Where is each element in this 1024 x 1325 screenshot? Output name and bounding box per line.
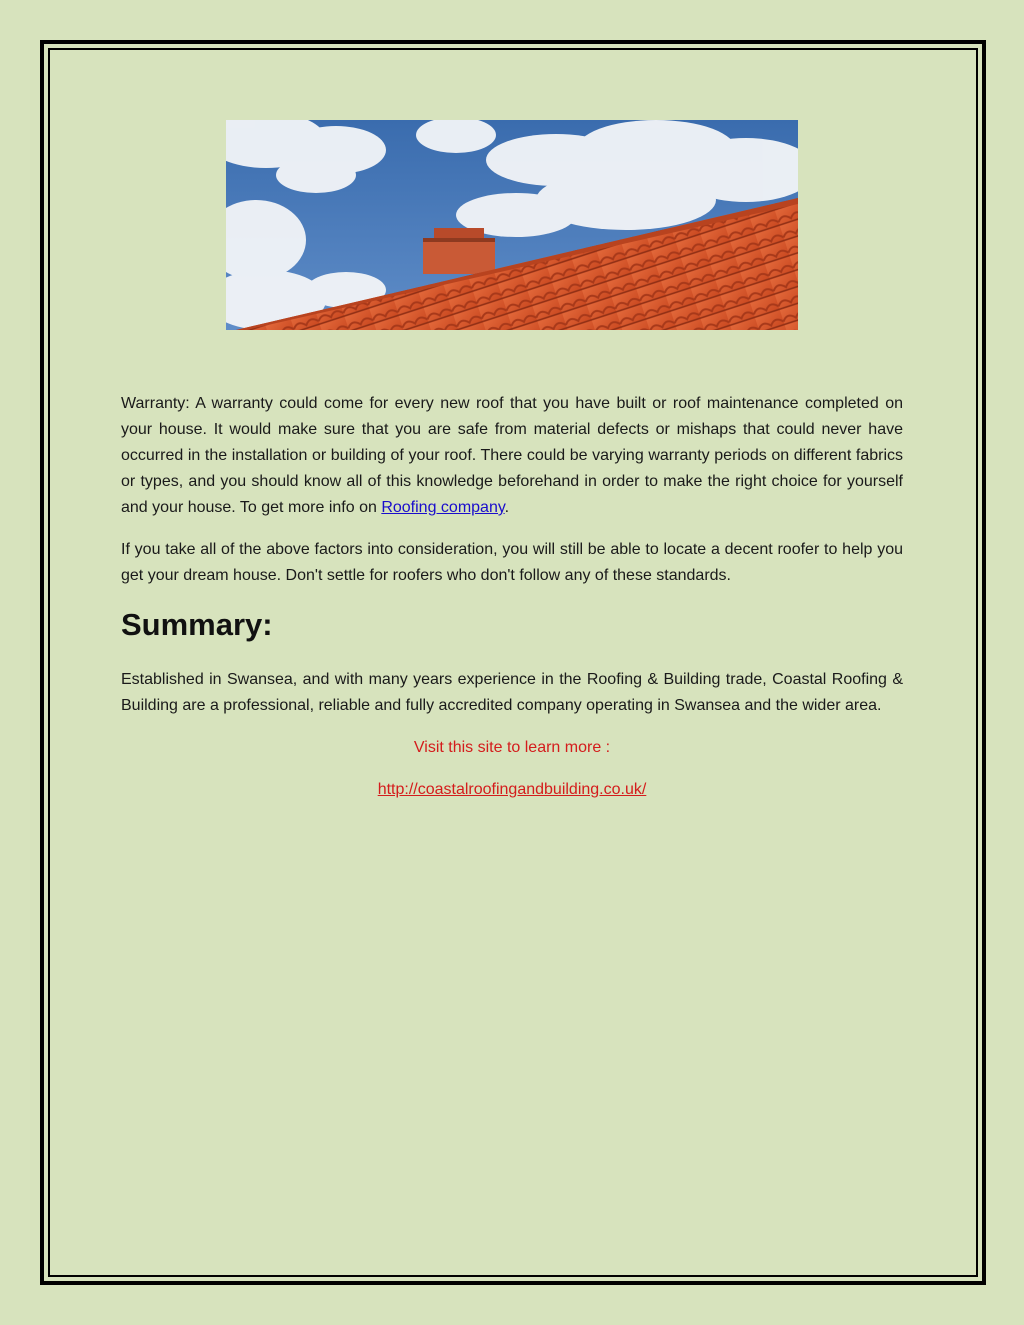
warranty-paragraph (121, 391, 903, 521)
roof-photo (226, 120, 798, 330)
website-url-line (121, 777, 903, 803)
website-url-link[interactable]: http://coastalroofingandbuilding.co.uk/ (377, 781, 647, 798)
summary-paragraph: Established in Swansea, and with many years experience in the Roofing & Building trade, Coastal Roofing & Building are a professional, reliable and fully accredited company operating in Swansea and the wider area. (121, 671, 903, 714)
roofing-company-link[interactable]: Roofing company (381, 499, 505, 516)
factors-paragraph: If you take all of the above factors into consideration, you will still be able to locate a decent roofer to help you get your dream house. Don't settle for roofers who don't follow any of these standards. (121, 541, 903, 584)
warranty-end: . (504, 499, 510, 516)
warranty-text: Warranty: A warranty could come for every new roof that you have built or roof maintenance completed on your house. It would make sure that you are safe from material defects or mishaps that could never have occurred in the installation or building of your roof. There could be varying warranty periods on different fabrics or types, and you should know all of this knowledge beforehand in order to make the right choice for yourself and your house. To get more info on (121, 395, 903, 516)
summary-heading: Summary: (121, 607, 273, 642)
visit-site-text: Visit this site to learn more : (413, 739, 611, 756)
main-content (121, 391, 903, 819)
